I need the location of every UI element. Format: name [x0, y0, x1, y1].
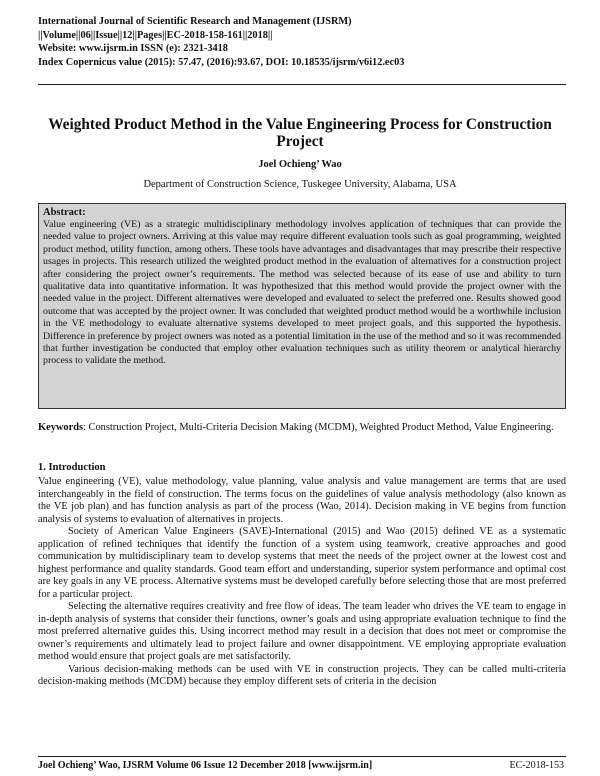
header-divider: [38, 84, 566, 85]
keywords: [38, 421, 566, 434]
paragraph: Society of American Value Engineers (SAVE)-International (2015) and Wao (2015) defined VE as a systematic application of refined techniques that identify the function of a system using teamwork, creative approaches and good communication by multidisciplinary team to develop systems that meet the needs of the project owner at the lowest cost and highest performance and quality standards. Good team effort and understanding, superior system performance and optimal cost are key goals in any VE process. Alternative systems must be developed carefully before selecting those that are most preferred for a particular project.: [38, 526, 566, 600]
journal-volume-info: ||Volume||06||Issue||12||Pages||EC-2018-158-161||2018||: [38, 29, 273, 41]
abstract-box: [38, 203, 566, 409]
introduction-body: [38, 476, 566, 689]
journal-website: Website: www.ijsrm.in ISSN (e): 2321-3418: [38, 43, 228, 54]
paragraph: Value engineering (VE), value methodology, value planning, value analysis and value management are terms that are used interchangeably in the field of construction. The terms focus on the guidelines of value analysis methodology (also known as the VE job plan) and has function analysis as part of the process (Wao, 2014). Decision making in VE begins from function analysis of systems to evaluation of alternatives in projects.: [38, 476, 566, 525]
author-affiliation: Department of Construction Science, Tuskegee University, Alabama, USA: [143, 179, 457, 190]
section-heading-introduction: 1. Introduction: [38, 462, 106, 473]
paper-author: Joel Ochieng’ Wao: [258, 159, 342, 170]
footer-divider: [38, 756, 566, 757]
abstract-label: Abstract:: [43, 207, 86, 218]
page-number: EC-2018-153: [509, 760, 564, 771]
paragraph: Selecting the alternative requires creativity and free flow of ideas. The team leader who drives the VE team to engage in in-depth analysis of systems that consider their functions, owner’s goals and using appropriate evaluation technique to find the most preferred alternative guides this. Using incorrect method may result in a decision that does not meet or compromise the owner’s requirements and ultimately lead to project failure and owner disappointment. VE employing appropriate evaluation method would ensure that project goals are met satisfactorily.: [38, 601, 566, 662]
keywords-label: Keywords: [38, 422, 84, 433]
paragraph: Various decision-making methods can be used with VE in construction projects. They can be called multi-criteria decision-making methods (MCDM) because they employ different sets of criteria in the decision: [38, 663, 566, 687]
journal-header: [38, 15, 568, 69]
journal-index-doi: Index Copernicus value (2015): 57.47, (2016):93.67, DOI: 10.18535/ijsrm/v6i12.ec03: [38, 56, 405, 68]
footer-citation: Joel Ochieng’ Wao, IJSRM Volume 06 Issue 12 December 2018 [www.ijsrm.in]: [38, 760, 373, 771]
keywords-text: : Construction Project, Multi-Criteria Decision Making (MCDM), Weighted Product Method, Value Engineering.: [83, 422, 554, 433]
paper-title: Weighted Product Method in the Value Engineering Process for Construction Project: [48, 116, 552, 150]
journal-name: International Journal of Scientific Research and Management (IJSRM): [38, 16, 352, 27]
abstract-text: Value engineering (VE) as a strategic multidisciplinary methodology involves application of techniques that can provide the needed value to project owners. Arriving at this value may require different evaluation tools such as goal programming, weighted product method, utility function, among others. These tools have advantages and disadvantages that may prescribe their respective usages in projects. This research utilized the weighted product method in the evaluation of alternatives for a construction project after considering the project owner’s requirements. The method was selected because of its ease of use and ability to turn qualitative data into quantitative information. It was hypothesized that this method would provide the project owner with the needed value in the project. Different alternatives were developed and evaluated to select the preferred one. Results showed good outcome that was accepted by the project owner. It was concluded that weighted product method would be a worthwhile inclusion in the VE methodology to evaluate alternative systems developed to meet project goals, and this supported the hypothesis. Difference in preference by project owners was noted as a potential limitation in the use of the method and so it was recommended that further investigation be conducted that employ other evaluation techniques such as utility theorem or analytical hierarchy process to validate the method.: [43, 219, 561, 367]
